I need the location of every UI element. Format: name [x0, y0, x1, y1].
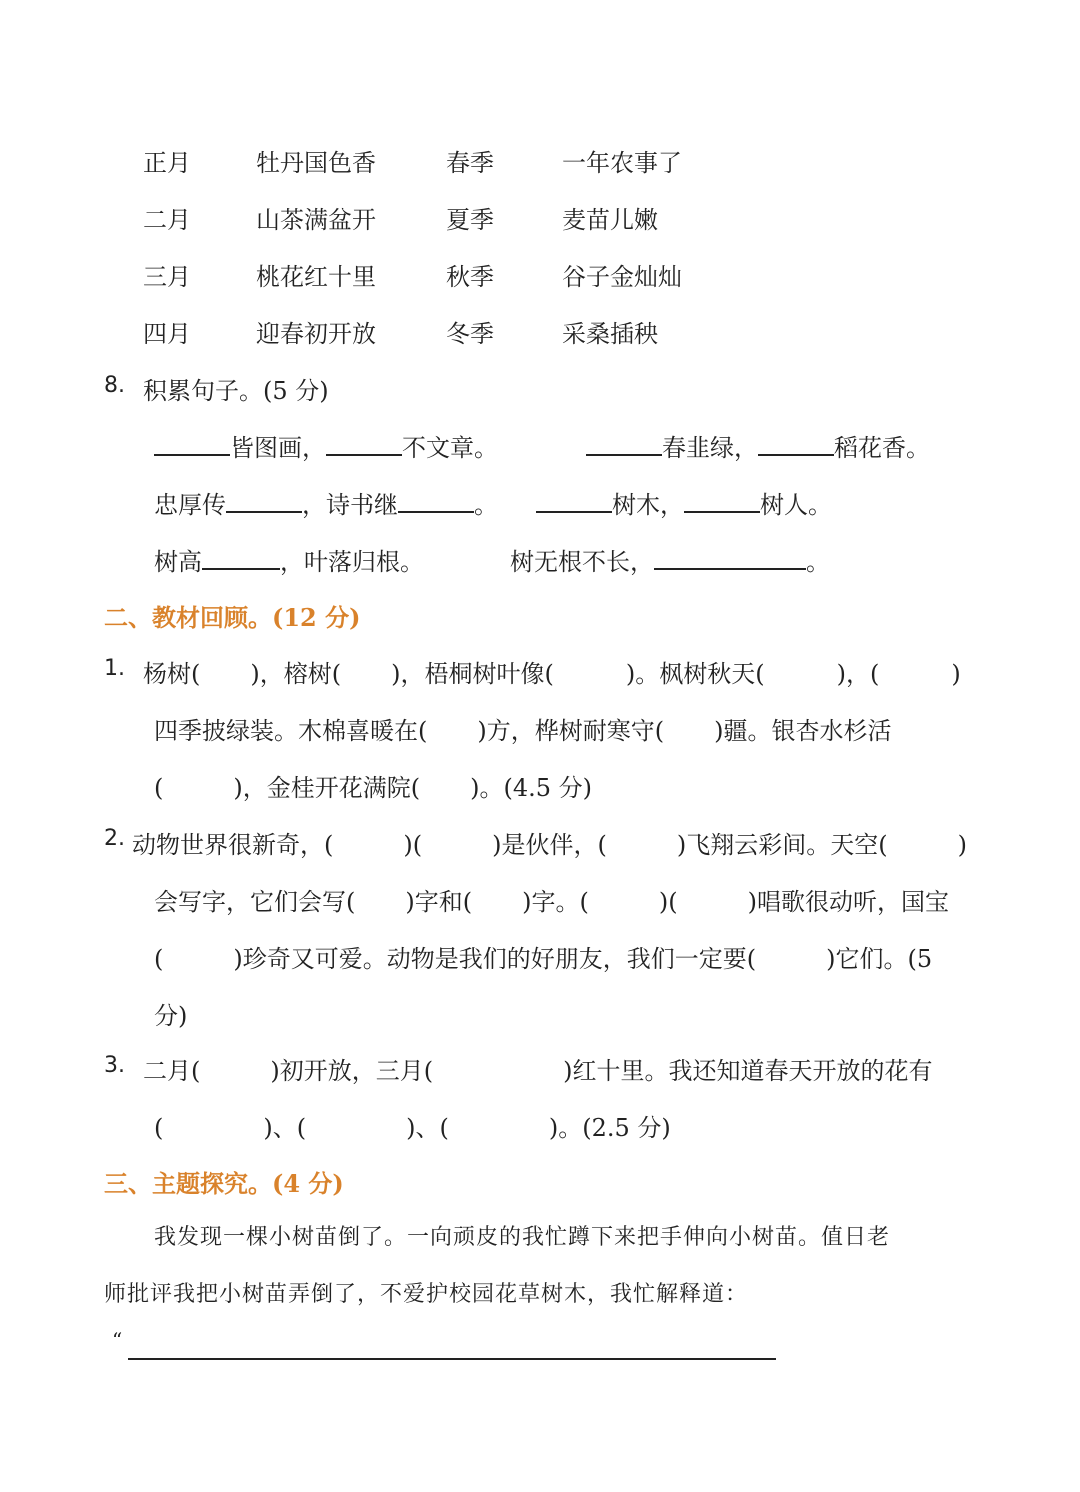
- q1-text: )。枫树秋天(: [625, 660, 765, 688]
- q1-text: )，(: [836, 660, 880, 688]
- q8-text: ，诗书继: [302, 491, 398, 519]
- q8-text: 皆图画，: [230, 434, 326, 462]
- q3-number: 3.: [104, 1053, 125, 1078]
- q2-text: )唱歌很动听，国宝: [747, 888, 949, 916]
- q8-text: 树人。: [760, 491, 832, 519]
- q1-text: (: [154, 774, 164, 802]
- q2-text: )是伙伴，(: [492, 831, 607, 859]
- q8-number: 8.: [104, 373, 125, 398]
- section-2-heading: 二、教材回顾。(12 分): [104, 603, 361, 632]
- section-3-heading: 三、主题探究。(4 分): [104, 1169, 344, 1198]
- flower-1: 牡丹国色香: [256, 149, 376, 177]
- month-4: 四月: [143, 320, 191, 348]
- q8-row-2b: [536, 485, 832, 520]
- season-3: 秋季: [446, 263, 494, 291]
- q3-text: )红十里。我还知道春天开放的花有: [563, 1057, 933, 1085]
- q8-text: 稻花香。: [834, 434, 930, 462]
- answer-blank[interactable]: [398, 487, 474, 513]
- q3-text: )、(: [263, 1114, 307, 1142]
- answer-blank[interactable]: [586, 430, 662, 456]
- q8-text: 不文章。: [402, 434, 498, 462]
- season-1: 春季: [446, 149, 494, 177]
- answer-blank[interactable]: [684, 487, 760, 513]
- q1-text: ): [951, 660, 961, 688]
- activity-3: 谷子金灿灿: [562, 263, 682, 291]
- q8-text: 忠厚传: [154, 491, 226, 519]
- q2-text: )珍奇又可爱。动物是我们的好朋友，我们一定要(: [233, 945, 757, 973]
- q1-text: 四季披绿装。木棉喜暖在(: [154, 717, 428, 745]
- q8-title: 积累句子。(5 分): [143, 377, 329, 405]
- q8-row-1b: [586, 428, 930, 463]
- q8-row-1a: [154, 428, 498, 463]
- q2-line-1: [132, 825, 967, 860]
- q8-text: ，叶落归根。: [280, 548, 424, 576]
- q2-text: )(: [658, 888, 678, 916]
- q8-text: 树高: [154, 548, 202, 576]
- q2-text: )字。(: [522, 888, 589, 916]
- flower-4: 迎春初开放: [256, 320, 376, 348]
- q8-row-3b: [510, 542, 830, 577]
- q2-text: )(: [403, 831, 423, 859]
- q8-text: 树木，: [612, 491, 684, 519]
- answer-blank[interactable]: [758, 430, 834, 456]
- q2-text: 动物世界很新奇，(: [132, 831, 334, 859]
- answer-blank[interactable]: [326, 430, 402, 456]
- answer-blank[interactable]: [154, 430, 230, 456]
- q3-text: )、(: [406, 1114, 449, 1142]
- month-2: 二月: [143, 206, 191, 234]
- season-2: 夏季: [446, 206, 494, 234]
- month-1: 正月: [143, 149, 191, 177]
- q8-text: 春韭绿，: [662, 434, 758, 462]
- q1-text: )方，桦树耐寒守(: [477, 717, 665, 745]
- flower-3: 桃花红十里: [256, 263, 376, 291]
- q2-text: )字和(: [405, 888, 473, 916]
- q1-line-3: [154, 768, 592, 803]
- answer-blank[interactable]: [536, 487, 612, 513]
- answer-blank[interactable]: [654, 544, 806, 570]
- q1-text: 杨树(: [143, 660, 201, 688]
- q3-text: 二月(: [143, 1057, 201, 1085]
- activity-4: 采桑插秧: [562, 320, 658, 348]
- q1-text: )，榕树(: [250, 660, 342, 688]
- answer-blank[interactable]: [226, 487, 302, 513]
- q8-row-2a: [154, 485, 498, 520]
- story-paragraph-line-2: 师批评我把小树苗弄倒了，不爱护校园花草树木，我忙解释道：: [104, 1282, 749, 1307]
- q2-line-4: 分): [154, 1002, 188, 1030]
- season-4: 冬季: [446, 320, 494, 348]
- q3-text: (: [154, 1114, 164, 1142]
- q8-text: 。: [806, 548, 830, 576]
- q1-number: 1.: [104, 656, 125, 681]
- q8-row-3a: [154, 542, 424, 577]
- q3-text: )初开放，三月(: [270, 1057, 434, 1085]
- answer-line[interactable]: [128, 1358, 776, 1360]
- flower-2: 山茶满盆开: [256, 206, 376, 234]
- q2-text: 会写字，它们会写(: [154, 888, 356, 916]
- q1-line-2: [154, 711, 891, 746]
- q1-text: )，金桂开花满院(: [233, 774, 421, 802]
- q2-text: )飞翔云彩间。天空(: [676, 831, 888, 859]
- q3-text: )。(2.5 分): [548, 1114, 671, 1142]
- story-paragraph-line-1: 我发现一棵小树苗倒了。一向顽皮的我忙蹲下来把手伸向小树苗。值日老: [154, 1225, 891, 1250]
- q2-text: )它们。(5: [826, 945, 933, 973]
- q1-text: )。(4.5 分): [470, 774, 592, 802]
- answer-blank[interactable]: [202, 544, 280, 570]
- q2-number: 2.: [104, 826, 125, 851]
- q1-text: )疆。银杏水杉活: [714, 717, 892, 745]
- quote-mark: “: [112, 1328, 123, 1352]
- activity-1: 一年农事了: [562, 149, 682, 177]
- month-3: 三月: [143, 263, 191, 291]
- q1-line-1: [143, 654, 961, 689]
- q8-text: 。: [474, 491, 498, 519]
- q2-line-3: [154, 939, 932, 974]
- q2-text: ): [957, 831, 967, 859]
- q2-line-2: [154, 882, 949, 917]
- q3-line-2: [154, 1108, 671, 1143]
- activity-2: 麦苗儿嫩: [562, 206, 658, 234]
- q1-text: )，梧桐树叶像(: [391, 660, 554, 688]
- q2-text: (: [154, 945, 164, 973]
- q3-line-1: [143, 1051, 932, 1086]
- q8-text: 树无根不长，: [510, 548, 654, 576]
